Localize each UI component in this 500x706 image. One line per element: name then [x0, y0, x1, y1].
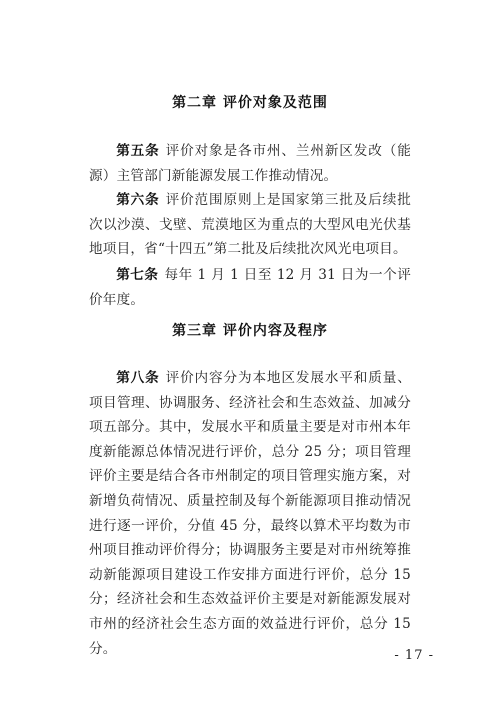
article-5-number: 第五条: [116, 143, 160, 159]
article-7-number: 第七条: [116, 267, 159, 283]
article-5-text: 评价对象是各市州、兰州新区发改（能源）主管部门新能源发展工作推动情况。: [89, 143, 411, 184]
chapter-2-title: 第二章 评价对象及范围: [172, 95, 328, 111]
article-6-number: 第六条: [116, 192, 160, 208]
page-number: - 17 -: [394, 648, 434, 663]
article-8-number: 第八条: [116, 370, 160, 386]
article-7-text: 每年 1 月 1 日至 12 月 31 日为一个评价年度。: [89, 267, 411, 308]
article-8-text: 评价内容分为本地区发展水平和质量、项目管理、协调服务、经济社会和生态效益、加减分项五部分。其中，发展水平和质量主要是对市州本年度新能源总体情况进行评价，总分 25 分；项目管理评价主要是结合各市州制定的项目管理实施方案，对新增负荷情况、质量控制及每个新能源项目推动情况进行逐一评价，分值 45 分，最终以算术平均数为市州项目推动评价得分；协调服务主要是对市州统筹推动新能源项目建设工作安排方面进行评价，总分 15 分；经济社会和生态效益评价主要是对新能源发展对市州的经济社会生态方面的效益进行评价，总分 15 分。: [89, 370, 411, 657]
article-5: [89, 139, 411, 188]
article-6-text: 评价范围原则上是国家第三批及后续批次以沙漠、戈壁、荒漠地区为重点的大型风电光伏基地项目，省“十四五”第二批及后续批次风光电项目。: [89, 192, 411, 258]
chapter-3-title: 第三章 评价内容及程序: [172, 323, 328, 339]
article-6: [89, 188, 411, 262]
article-8: [89, 366, 411, 661]
article-7: [89, 263, 411, 312]
